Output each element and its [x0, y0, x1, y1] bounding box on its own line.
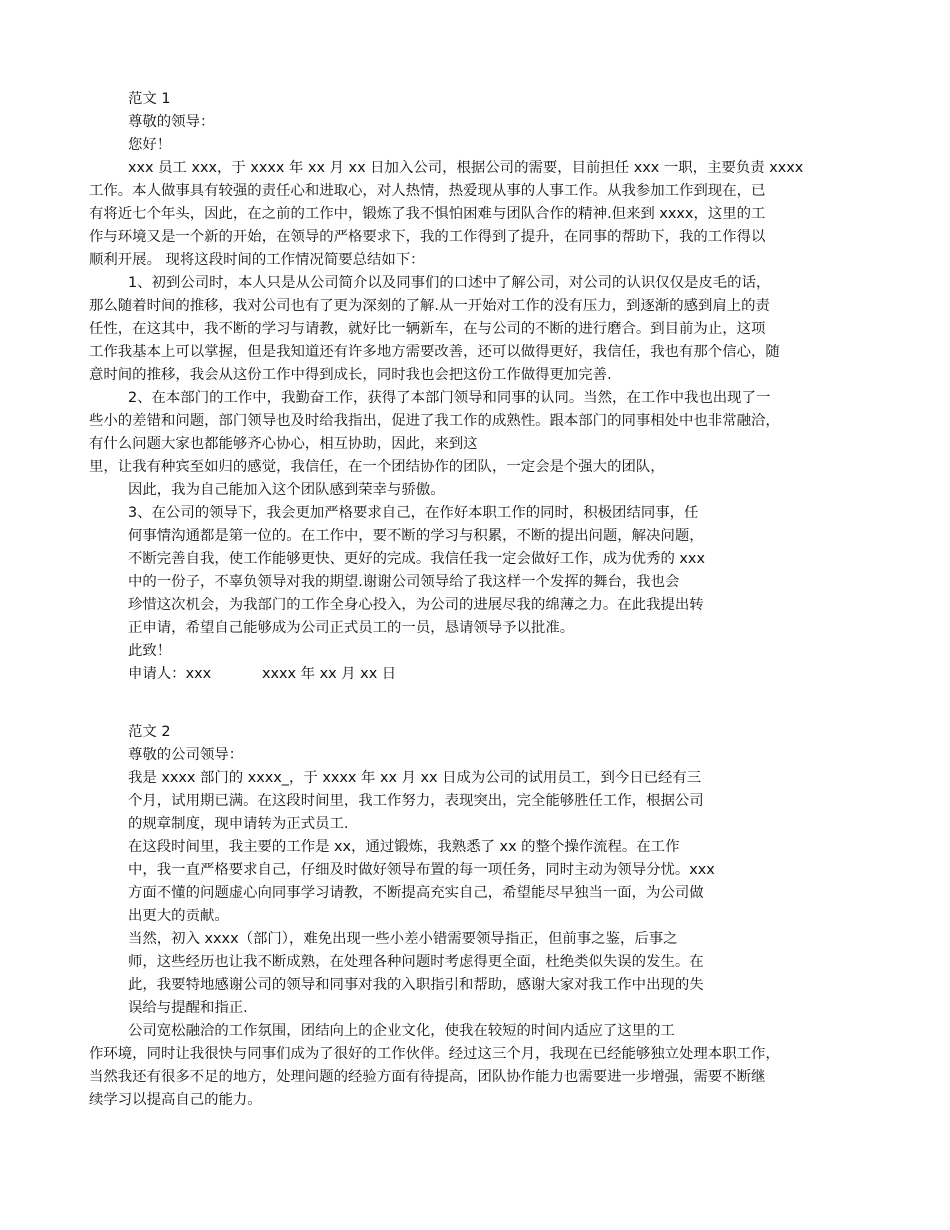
paragraph-line: 个月，试用期已满。在这段时间里，我工作努力，表现突出，完全能够胜任工作，根据公司: [128, 793, 704, 809]
paragraph-line: 珍惜这次机会，为我部门的工作全身心投入，为公司的进展尽我的绵薄之力。在此我提出转: [128, 597, 704, 613]
paragraph-line: 里，让我有种宾至如归的感觉，我信任，在一个团结协作的团队，一定会是个强大的团队，: [89, 459, 665, 475]
paragraph-line: 当然我还有很多不足的地方，处理问题的经验方面有待提高，团队协作能力也需要进一步增强，需要不断继: [89, 1069, 766, 1085]
paragraph-line: 顺利开展。 现将这段时间的工作情况简要总结如下：: [89, 252, 425, 268]
paragraph-line: 方面不懂的问题虚心向同事学习请教，不断提高充实自己，希望能尽早独当一面，为公司做: [128, 885, 704, 901]
paragraph-line: 当然，初入 xxxx（部门），难免出现一些小差小错需要领导指正，但前事之鉴，后事之: [128, 931, 678, 947]
paragraph-line: 作环境，同时让我很快与同事们成为了很好的工作伙伴。经过这三个月，我现在已经能够独立处理本职工作，: [89, 1046, 780, 1062]
paragraph-line: 那么随着时间的推移，我对公司也有了更为深刻的了解.从一开始对工作的没有压力，到逐渐的感到肩上的责: [89, 298, 770, 314]
paragraph-line: 作与环境又是一个新的开始，在领导的严格要求下，我的工作得到了提升，在同事的帮助下，我的工作得以: [89, 229, 766, 245]
sample2-salutation: 尊敬的公司领导：: [128, 747, 244, 763]
paragraph-line: 正申请，希望自己能够成为公司正式员工的一员，恳请领导予以批准。: [128, 620, 575, 636]
paragraph-line: 因此，我为自己能加入这个团队感到荣幸与骄傲。: [128, 482, 445, 498]
sample1-salutation: 尊敬的领导：: [128, 114, 215, 130]
paragraph-line: 工作。本人做事具有较强的责任心和进取心，对人热情，热爱现从事的人事工作。从我参加工作到现在，已: [89, 183, 766, 199]
paragraph-line: 有将近七个年头，因此，在之前的工作中，锻炼了我不惧怕困难与团队合作的精神.但来到 xxxx，这里的工: [89, 206, 766, 222]
paragraph-line: 在这段时间里，我主要的工作是 xx，通过锻炼，我熟悉了 xx 的整个操作流程。在工作: [128, 839, 680, 855]
paragraph-line: 何事情沟通都是第一位的。在工作中，要不断的学习与积累，不断的提出问题，解决问题，: [128, 528, 704, 544]
paragraph-line: 误给与提醒和指正.: [128, 1000, 248, 1016]
paragraph-line: 此，我要特地感谢公司的领导和同事对我的入职指引和帮助，感谢大家对我工作中出现的失: [128, 977, 704, 993]
sample1-applicant: 申请人：xxx: [128, 666, 212, 682]
paragraph-line: 的规章制度，现申请转为正式员工.: [128, 816, 349, 832]
sample1-greeting: 您好！: [128, 137, 172, 153]
paragraph-line: 2、在本部门的工作中，我勤奋工作，获得了本部门领导和同事的认同。当然，在工作中我也出现了一: [128, 390, 771, 406]
sample1-date: xxxx 年 xx 月 xx 日: [262, 666, 397, 682]
sample1-closing: 此致！: [128, 643, 172, 659]
paragraph-line: 些小的差错和问题，部门领导也及时给我指出，促进了我工作的成熟性。跟本部门的同事相处中也非常融洽，: [89, 413, 780, 429]
paragraph-line: 续学习以提高自己的能力。: [89, 1092, 262, 1108]
paragraph-line: 中的一份子，不辜负领导对我的期望.谢谢公司领导给了我这样一个发挥的舞台，我也会: [128, 574, 680, 590]
paragraph-line: 出更大的贡献。: [128, 908, 229, 924]
paragraph-line: 1、初到公司时，本人只是从公司简介以及同事们的口述中了解公司，对公司的认识仅仅是皮毛的话，: [128, 275, 771, 291]
paragraph-line: 任性，在这其中，我不断的学习与请教，就好比一辆新车，在与公司的不断的进行磨合。到目前为止，这项: [89, 321, 766, 337]
paragraph-line: 师，这些经历也让我不断成熟，在处理各种问题时考虑得更全面，杜绝类似失误的发生。在: [128, 954, 704, 970]
paragraph-line: 工作我基本上可以掌握，但是我知道还有许多地方需要改善，还可以做得更好，我信任，我也有那个信心，随: [89, 344, 780, 360]
sample1-heading: 范文 1: [128, 91, 171, 107]
sample2-heading: 范文 2: [128, 724, 171, 740]
paragraph-line: 公司宽松融洽的工作氛围，团结向上的企业文化，使我在较短的时间内适应了这里的工: [128, 1023, 675, 1039]
paragraph-line: 有什么问题大家也都能够齐心协心，相互协助，因此，来到这: [89, 436, 478, 452]
paragraph-line: 意时间的推移，我会从这份工作中得到成长，同时我也会把这份工作做得更加完善.: [89, 367, 612, 383]
paragraph-line: 不断完善自我，使工作能够更快、更好的完成。我信任我一定会做好工作，成为优秀的 xxx: [128, 551, 705, 567]
paragraph-line: 我是 xxxx 部门的 xxxx_，于 xxxx 年 xx 月 xx 日成为公司的试用员工，到今日已经有三: [128, 770, 702, 786]
paragraph-line: 中，我一直严格要求自己，仔细及时做好领导布置的每一项任务，同时主动为领导分忧。xxx: [128, 862, 715, 878]
paragraph-line: 3、在公司的领导下，我会更加严格要求自己，在作好本职工作的同时，积极团结同事，任: [128, 505, 699, 521]
paragraph-line: xxx 员工 xxx，于 xxxx 年 xx 月 xx 日加入公司，根据公司的需要，目前担任 xxx 一职，主要负责 xxxx: [128, 160, 804, 176]
